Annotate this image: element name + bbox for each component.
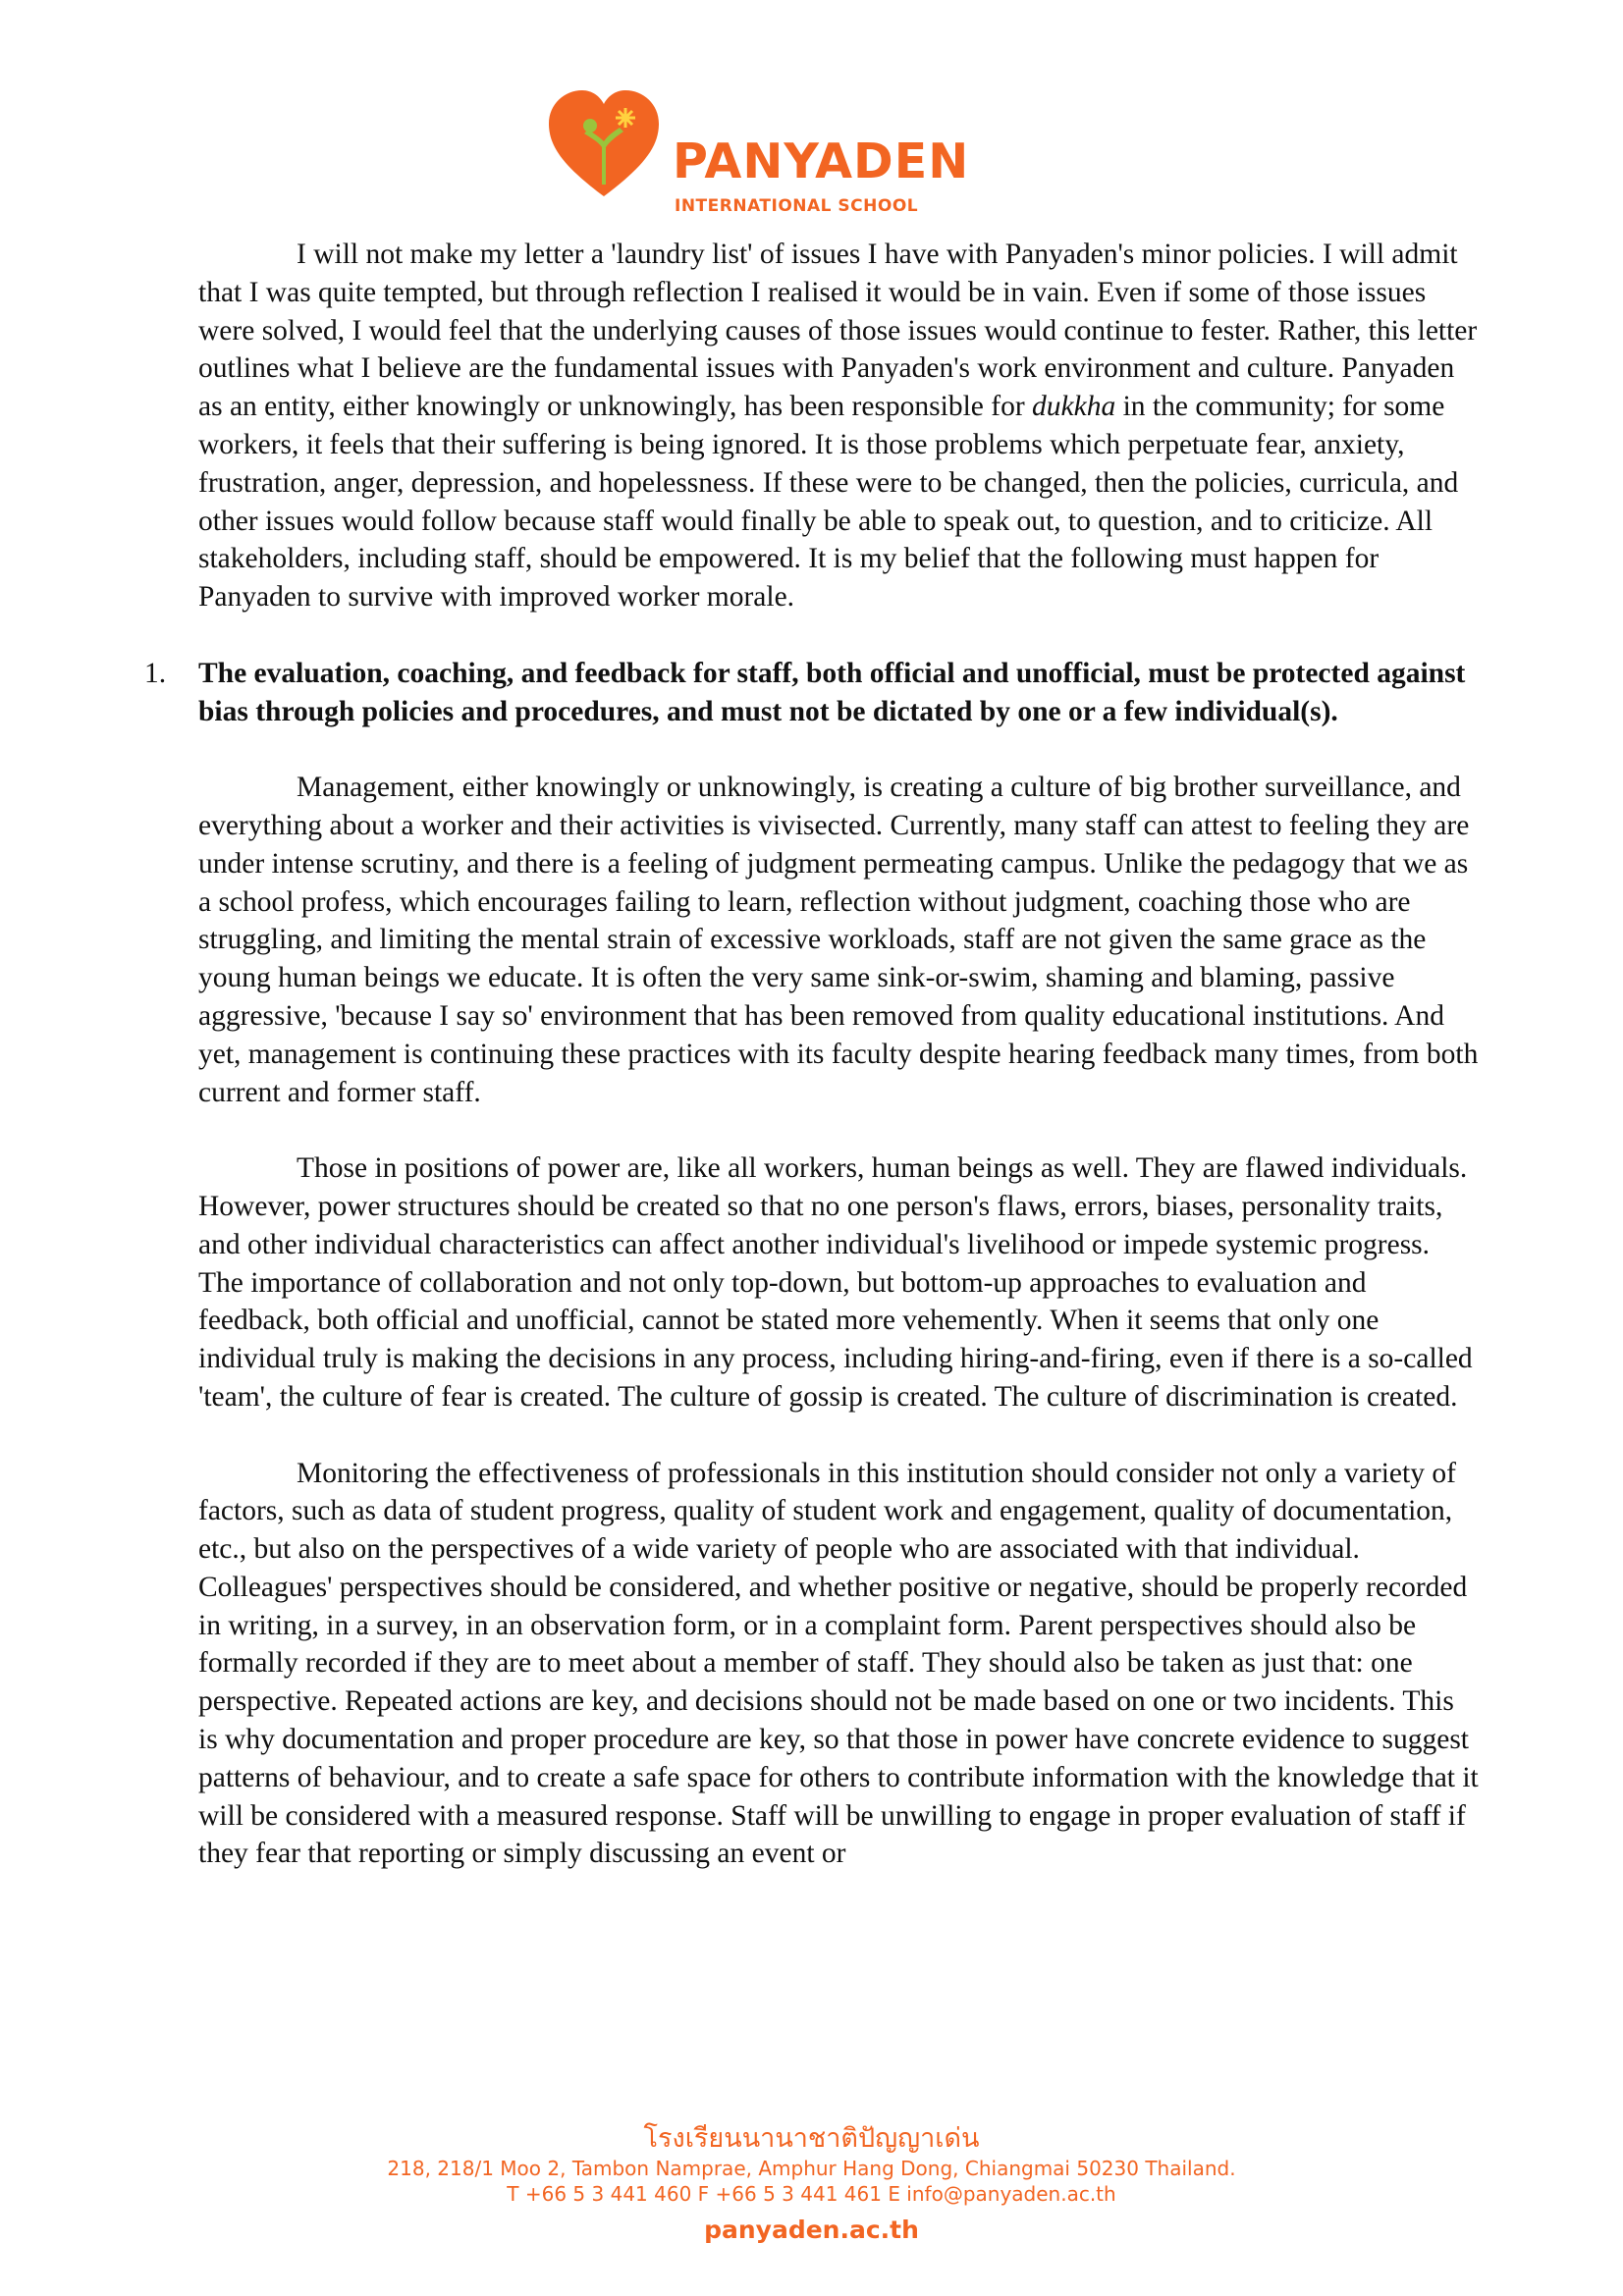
letterhead-footer xyxy=(0,2122,1623,2248)
logo-wordmark: PANYADEN xyxy=(673,133,970,189)
list-heading: The evaluation, coaching, and feedback for staff, both official and unofficial, must be protected against bias through policies and procedures, and must not be dictated by one or a few individual(s). xyxy=(198,657,1466,727)
list-number: 1. xyxy=(144,657,167,689)
intro-text-2: in the community; for some workers, it feels that their suffering is being ignored. It is those problems which perpetuate fear, anxiety, frustration, anger, depression, and hopelessness. If these were to be changed, then the policies, curricula, and other issues would follow because staff would finally be able to speak out, to question, and to criticize. All stakeholders, including staff, should be empowered. It is my belief that the following must happen for Panyaden to survive with improved worker morale. xyxy=(198,391,1459,614)
paragraph-power: Those in positions of power are, like all workers, human beings as well. They are flawed individuals. However, power structures should be created so that no one person's flaws, errors, biases, personality traits, and other individual characteristics can affect another individual's livelihood or impede systemic progress. The importance of collaboration and not only top-down, but bottom-up approaches to evaluation and feedback, both official and unofficial, cannot be stated more vehemently. When it seems that only one individual truly is making the decisions in any process, including hiring-and-firing, even if there is a so-called 'team', the culture of fear is created. The culture of gossip is created. The culture of discrimination is created. xyxy=(198,1152,1473,1413)
footer-contact: T +66 5 3 441 460 F +66 5 3 441 461 E info@panyaden.ac.th xyxy=(507,2182,1116,2206)
logo-subtitle: INTERNATIONAL SCHOOL xyxy=(675,196,919,216)
footer-website-link[interactable]: panyaden.ac.th xyxy=(704,2216,919,2244)
school-logo xyxy=(545,86,997,224)
intro-text-1: I will not make my letter a 'laundry list' of issues I have with Panyaden's minor policies. I will admit that I was quite tempted, but through reflection I realised it would be in vain. Even if some of those issues were solved, I would feel that the underlying causes of those issues would continue to fester. Rather, this letter outlines what I believe are the fundamental issues with Panyaden's work environment and culture. Panyaden as an entity, either knowingly or unknowingly, has been responsible for xyxy=(198,239,1478,423)
paragraph-monitoring: Monitoring the effectiveness of professionals in this institution should consider not only a variety of factors, such as data of student progress, quality of student work and engagement, quality of documentation, etc., but also on the perspectives of a wide variety of people who are associated with that individual. Colleagues' perspectives should be considered, and whether positive or negative, should be properly recorded in writing, in a survey, in an observation form, or in a complaint form. Parent perspectives should also be formally recorded if they are to meet about a member of staff. They should also be taken as just that: one perspective. Repeated actions are key, and decisions should not be made based on one or two incidents. This is why documentation and proper procedure are key, so that those in power have concrete evidence to suggest patterns of behaviour, and to create a safe space for others to contribute information with the knowledge that it will be considered with a measured response. Staff will be unwilling to engage in proper evaluation of staff if they fear that reporting or simply discussing an event or xyxy=(198,1457,1479,1870)
letter-body xyxy=(144,236,1480,1873)
intro-italic-term: dukkha xyxy=(1032,391,1116,423)
list-item-1 xyxy=(144,655,1480,731)
paragraph-surveillance: Management, either knowingly or unknowingly, is creating a culture of big brother surveillance, and everything about a worker and their activities is vivisected. Currently, many staff can attest to feeling they are under intense scrutiny, and there is a feeling of judgment permeating campus. Unlike the pedagogy that we as a school profess, which encourages failing to learn, reflection without judgment, coaching those who are struggling, and limiting the mental strain of excessive workloads, staff are not given the same grace as the young human beings we educate. It is often the very same sink-or-swim, shaming and blaming, passive aggressive, 'because I say so' environment that has been removed from quality educational institutions. And yet, management is continuing these practices with its faculty despite hearing feedback many times, from both current and former staff. xyxy=(198,772,1479,1108)
footer-address: 218, 218/1 Moo 2, Tambon Namprae, Amphur Hang Dong, Chiangmai 50230 Thailand. xyxy=(387,2157,1236,2180)
footer-thai-name: โรงเรียนนานาชาติปัญญาเด่น xyxy=(643,2123,980,2154)
intro-paragraph xyxy=(198,236,1480,616)
heart-tree-icon xyxy=(545,86,663,204)
